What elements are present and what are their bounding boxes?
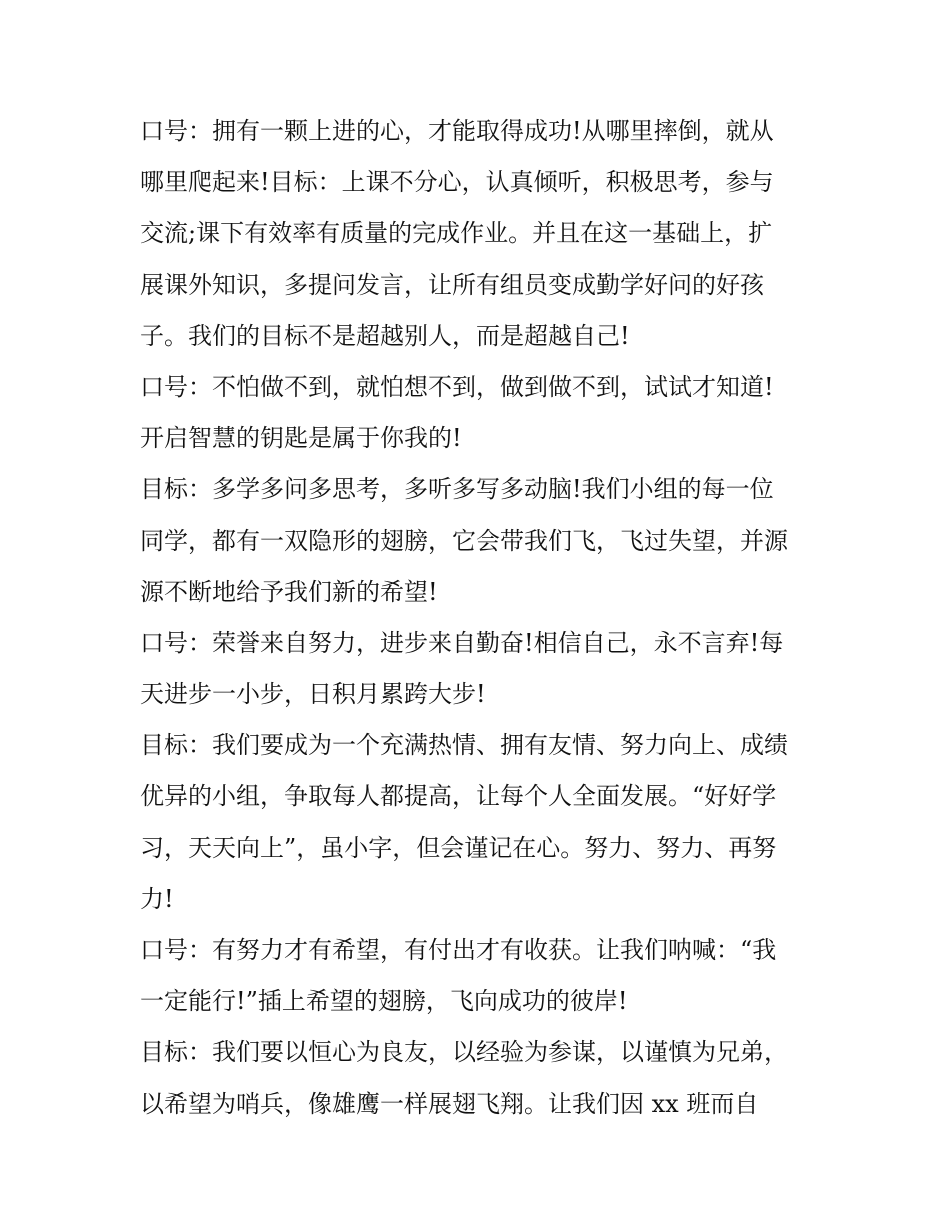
text-line: 天进步一小步，日积月累跨大步! bbox=[140, 680, 486, 709]
text-line: 优异的小组，争取每人都提高，让每个人全面发展。“好好学 bbox=[140, 782, 777, 811]
text-line: 交流;课下有效率有质量的完成作业。并且在这一基础上，扩 bbox=[140, 219, 773, 248]
text-line: 目标：我们要成为一个充满热情、拥有友情、努力向上、成绩 bbox=[140, 731, 788, 760]
text-line: 口号：拥有一颗上进的心，才能取得成功!从哪里摔倒，就从 bbox=[140, 117, 774, 145]
text-line: 目标：多学多问多思考，多听多写多动脑!我们小组的每一位 bbox=[140, 475, 774, 504]
text-line: 源不断地给予我们新的希望! bbox=[140, 577, 438, 606]
text-line: 以希望为哨兵，像雄鹰一样展翅飞翔。让我们因 xx 班而自 bbox=[140, 1089, 759, 1118]
text-line: 哪里爬起来!目标：上课不分心，认真倾听，积极思考，参与 bbox=[140, 168, 774, 197]
text-line: 口号：不怕做不到，就怕想不到，做到做不到，试试才知道! bbox=[140, 372, 774, 401]
text-line: 一定能行!”插上希望的翅膀，飞向成功的彼岸! bbox=[140, 987, 628, 1016]
text-line: 习，天天向上”，虽小字，但会谨记在心。努力、努力、再努 bbox=[140, 833, 777, 862]
text-line: 展课外知识，多提问发言，让所有组员变成勤学好问的好孩 bbox=[140, 270, 764, 299]
text-line: 开启智慧的钥匙是属于你我的! bbox=[140, 424, 462, 453]
text-line: 口号：荣誉来自努力，进步来自勤奋!相信自己，永不言弃!每 bbox=[140, 628, 784, 657]
text-line: 口号：有努力才有希望，有付出才有收获。让我们呐喊：“我 bbox=[140, 936, 777, 964]
document-body bbox=[140, 106, 812, 1130]
text-line: 目标：我们要以恒心为良友，以经验为参谋，以谨慎为兄弟， bbox=[140, 1038, 788, 1067]
text-line: 同学，都有一双隐形的翅膀，它会带我们飞，飞过失望，并源 bbox=[140, 526, 788, 555]
text-line: 力! bbox=[140, 884, 174, 913]
text-line: 子。我们的目标不是超越别人，而是超越自己! bbox=[140, 321, 630, 350]
